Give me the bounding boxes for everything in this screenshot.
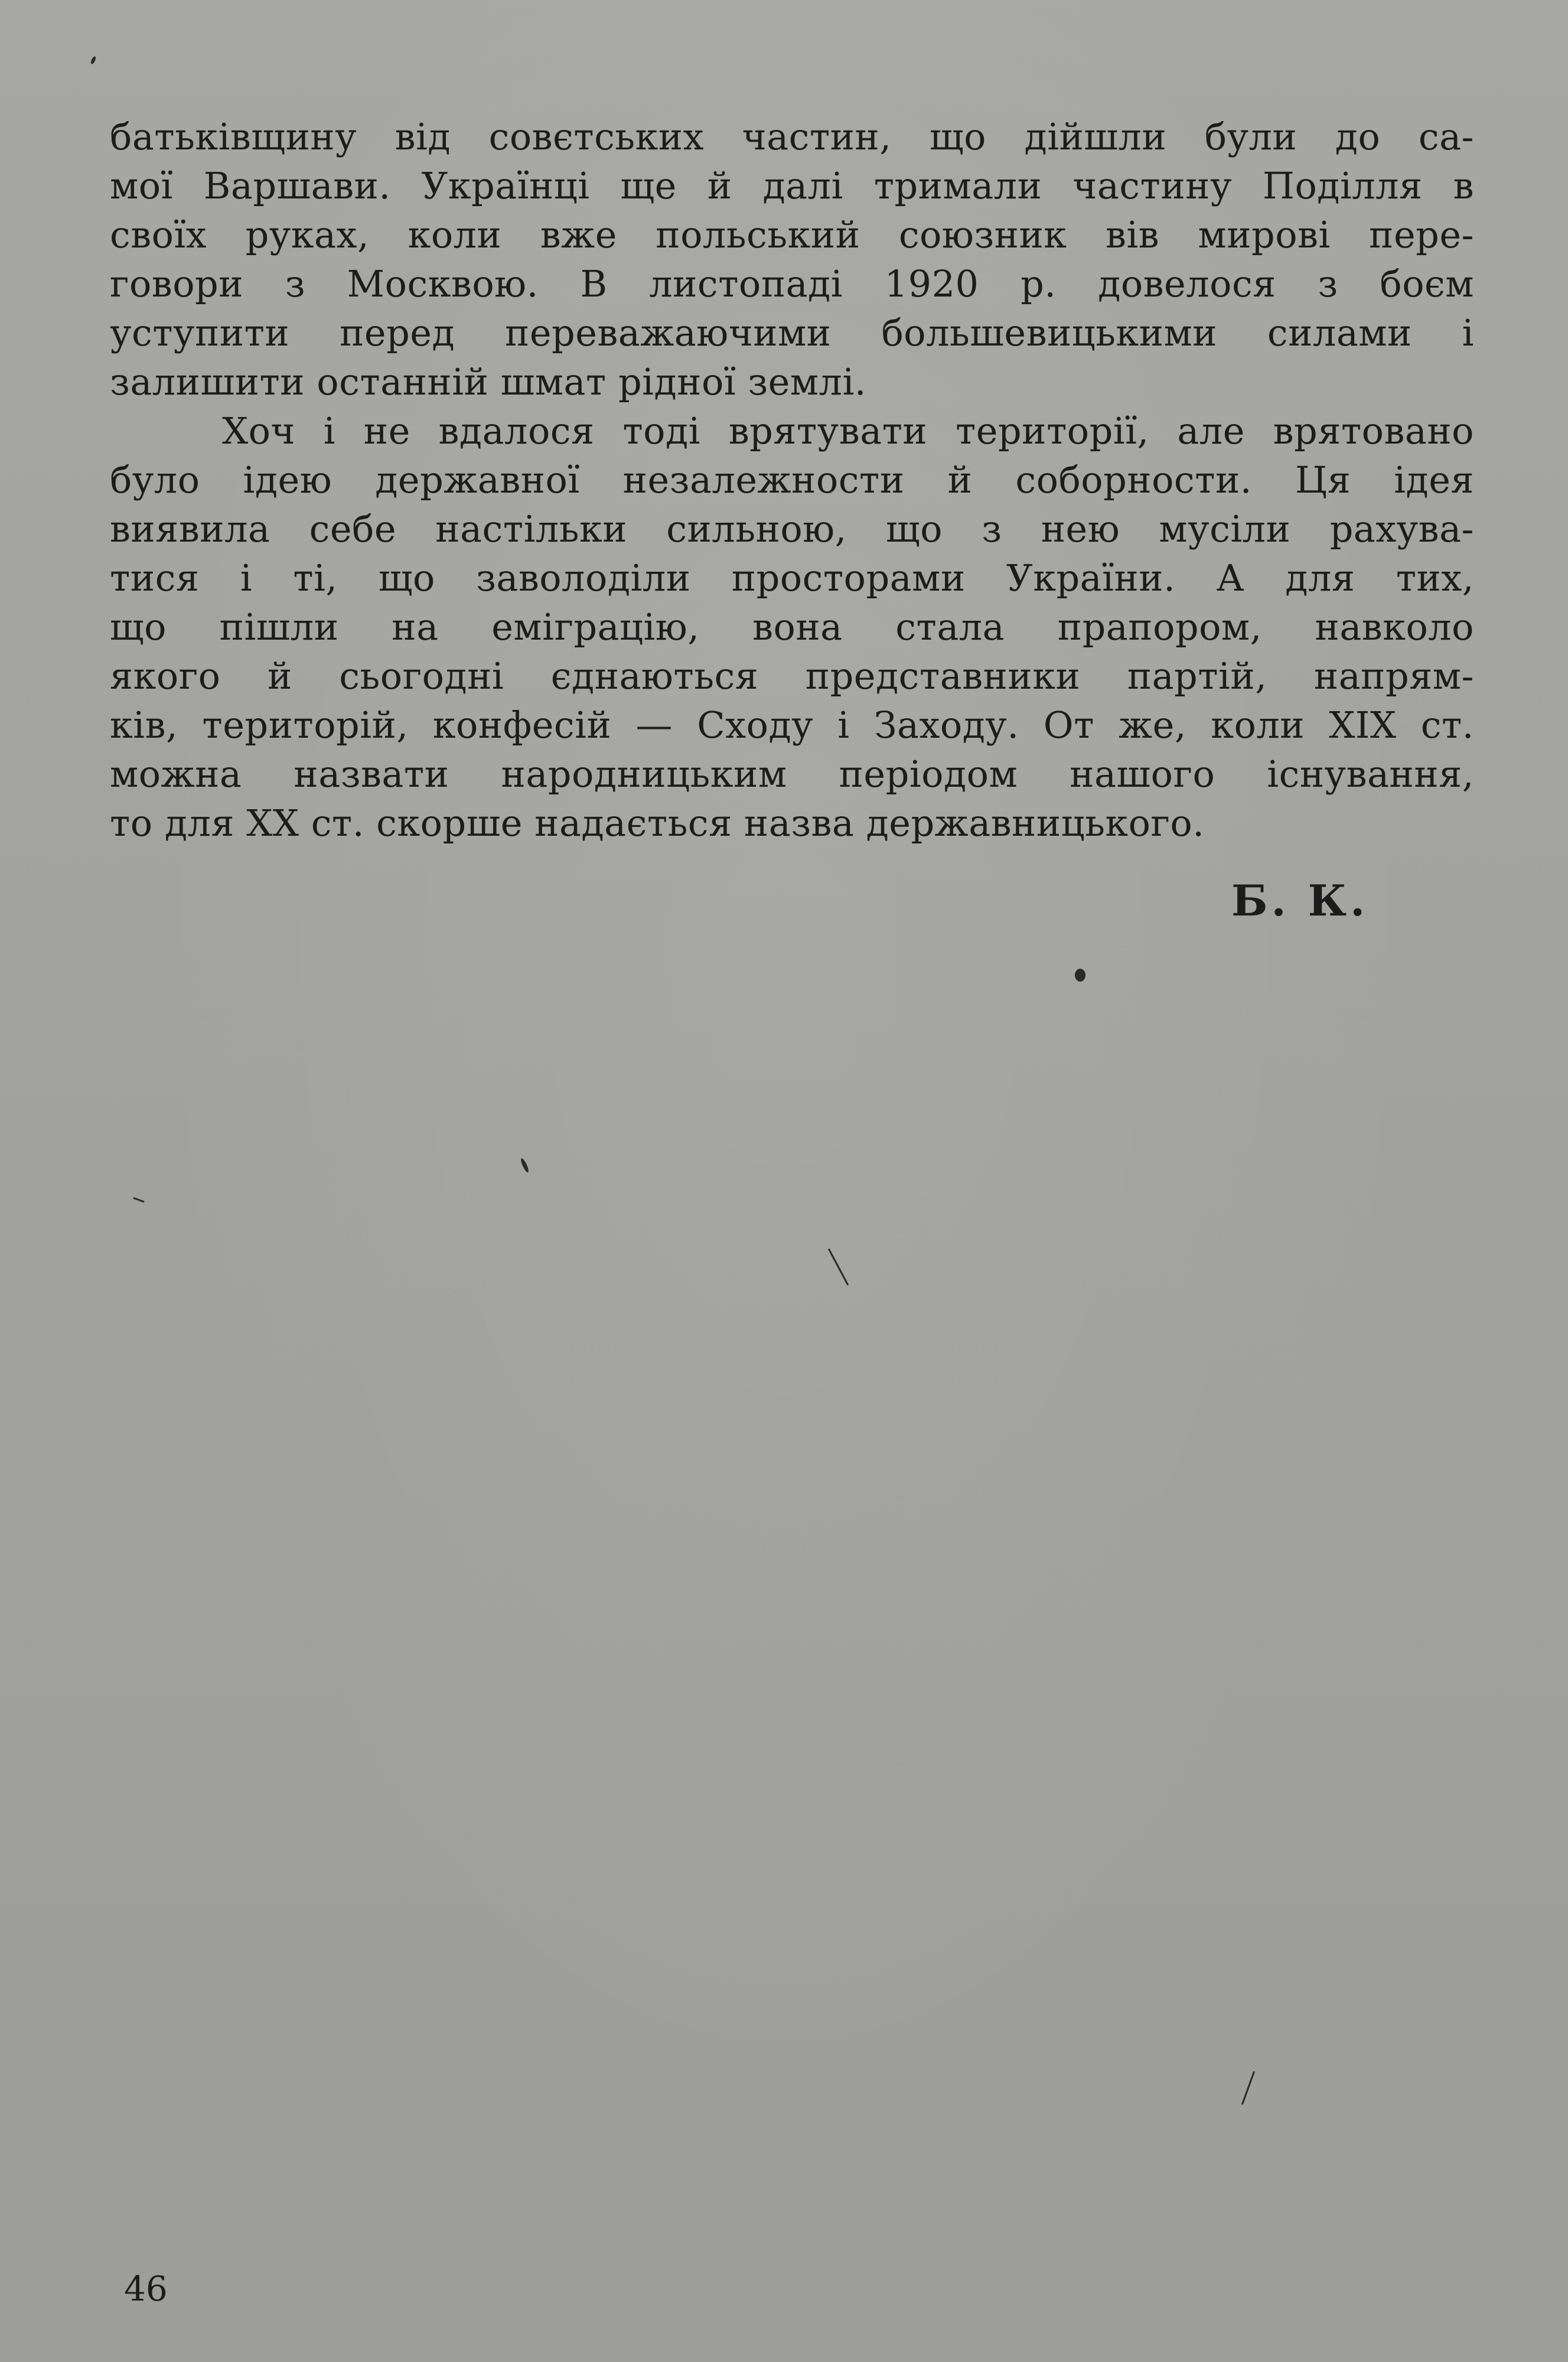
paper-speck: [1241, 2071, 1255, 2104]
text-line: тися і ті, що заволоділи просторами України. А для тих,: [110, 556, 1474, 600]
text-line: уступити перед переважаючими большевицькими силами і: [110, 311, 1474, 354]
paper-speck: [90, 56, 96, 64]
text-line: що пішли на еміграцію, вона стала прапором, навколо: [110, 605, 1474, 649]
text-line: можна назвати народницьким періодом нашого існування,: [110, 752, 1474, 796]
text-line: Хоч і не вдалося тоді врятувати території, але врятовано: [222, 409, 1474, 452]
text-line: ків, територій, конфесій — Сходу і Заходу. От же, коли XIX ст.: [110, 703, 1474, 747]
text-line: батьківщину від совєтських частин, що дійшли були до са-: [110, 115, 1474, 158]
paper-speck: [520, 1158, 530, 1174]
text-line: виявила себе настільки сильною, що з нею мусіли рахува-: [110, 507, 1474, 550]
main-text: [110, 112, 1474, 848]
text-line: своїх руках, коли вже польський союзник вів мирові пере-: [110, 213, 1474, 256]
text-line: говори з Москвою. В листопаді 1920 р. довелося з боєм: [110, 262, 1474, 305]
text-line: якого й сьогодні єднаються представники партій, напрям-: [110, 654, 1474, 698]
text-line: то для XX ст. скорше надається назва державницького.: [110, 802, 1205, 845]
paper-speck: [1075, 969, 1085, 982]
text-line: було ідею державної незалежности й соборности. Ця ідея: [110, 458, 1474, 501]
author-signature: Б. К.: [1231, 875, 1369, 926]
paper-speck: [828, 1248, 849, 1285]
text-line: мої Варшави. Українці ще й далі тримали частину Поділля в: [110, 164, 1474, 207]
text-line: залишити останній шмат рідної землі.: [110, 360, 866, 403]
paper-speck: [133, 1197, 145, 1203]
paragraph-1: [110, 112, 1474, 406]
page-number: 46: [124, 2269, 168, 2309]
paragraph-2: [110, 406, 1474, 848]
